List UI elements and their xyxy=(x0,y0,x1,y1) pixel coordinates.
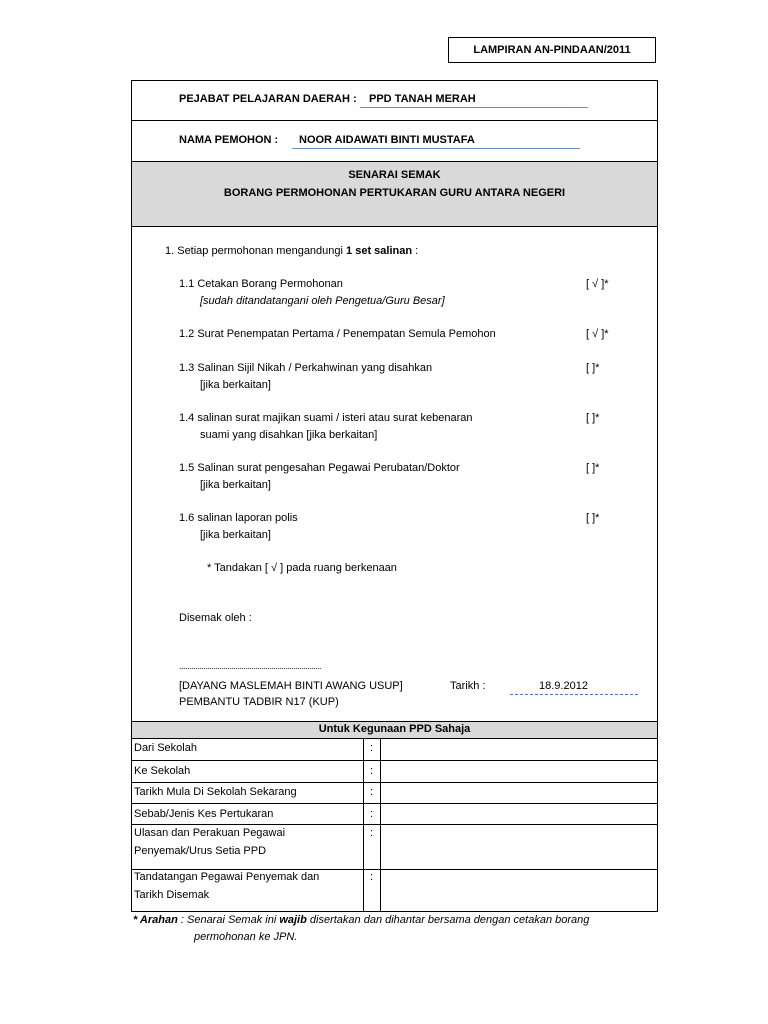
ppd-row-label: Ulasan dan Perakuan Pegawai xyxy=(134,827,286,839)
ppd-row-field[interactable] xyxy=(381,761,657,781)
intro-text xyxy=(165,245,418,257)
checker-position: PEMBANTU TADBIR N17 (KUP) xyxy=(179,696,339,708)
column-divider xyxy=(363,869,364,912)
divider xyxy=(132,120,657,121)
office-label: PEJABAT PELAJARAN DAERAH : xyxy=(179,93,357,105)
footer-text: disertakan dan dihantar bersama dengan cetakan borang xyxy=(306,914,590,926)
footer-star: * Arahan xyxy=(133,914,178,926)
divider xyxy=(132,226,657,227)
date-underline xyxy=(510,694,638,695)
form-frame xyxy=(131,80,658,912)
checklist-title: SENARAI SEMAK xyxy=(348,169,441,181)
footer-text: : Senarai Semak ini xyxy=(177,914,280,926)
footer-bold: wajib xyxy=(279,914,307,926)
checked-by-label: Disemak oleh : xyxy=(179,612,252,624)
reference-label: LAMPIRAN AN-PINDAAN/2011 xyxy=(448,37,656,63)
checkbox-mark[interactable]: [ ]* xyxy=(586,362,600,374)
intro-prefix: 1. Setiap permohonan mengandungi xyxy=(165,245,347,257)
ppd-row-colon: : xyxy=(370,808,374,820)
checkbox-mark[interactable]: [ √ ]* xyxy=(586,278,609,290)
applicant-value: NOOR AIDAWATI BINTI MUSTAFA xyxy=(299,134,475,146)
ppd-row-field[interactable] xyxy=(381,825,657,868)
ppd-row-colon: : xyxy=(370,786,374,798)
signature-dots: ....................................................................... xyxy=(179,661,322,671)
date-value: 18.9.2012 xyxy=(539,680,588,692)
applicant-label: NAMA PEMOHON : xyxy=(179,134,279,146)
item-line2: [jika berkaitan] xyxy=(200,529,271,541)
ppd-row-field[interactable] xyxy=(381,804,657,824)
ppd-row-label: Tarikh Mula Di Sekolah Sekarang xyxy=(134,786,297,798)
ppd-row-label: Dari Sekolah xyxy=(134,742,197,754)
item-line1: 1.5 Salinan surat pengesahan Pegawai Perubatan/Doktor xyxy=(179,462,460,474)
applicant-underline xyxy=(292,148,580,149)
footer-line2: permohonan ke JPN. xyxy=(194,931,298,943)
checkbox-mark[interactable]: [ √ ]* xyxy=(586,328,609,340)
item-line1: 1.6 salinan laporan polis xyxy=(179,512,298,524)
ppd-row-label: Ke Sekolah xyxy=(134,765,191,777)
item-line1: 1.3 Salinan Sijil Nikah / Perkahwinan yang disahkan xyxy=(179,362,433,374)
checkbox-mark[interactable]: [ ]* xyxy=(586,512,600,524)
ppd-row-field[interactable] xyxy=(381,870,657,911)
ppd-row-label: Penyemak/Urus Setia PPD xyxy=(134,845,267,857)
footer-instruction xyxy=(133,914,589,926)
ppd-row-label: Tandatangan Pegawai Penyemak dan xyxy=(134,871,320,883)
item-line2: [jika berkaitan] xyxy=(200,379,271,391)
date-label: Tarikh : xyxy=(450,680,486,692)
ppd-row-colon: : xyxy=(370,742,374,754)
ppd-heading: Untuk Kegunaan PPD Sahaja xyxy=(318,723,471,735)
form-title: BORANG PERMOHONAN PERTUKARAN GURU ANTARA NEGERI xyxy=(223,187,566,199)
checkbox-mark[interactable]: [ ]* xyxy=(586,462,600,474)
ppd-row-colon: : xyxy=(370,871,374,883)
ppd-row-label: Sebab/Jenis Kes Pertukaran xyxy=(134,808,274,820)
ppd-row-colon: : xyxy=(370,827,374,839)
ppd-row-label: Tarikh Disemak xyxy=(134,889,210,901)
item-line2: [jika berkaitan] xyxy=(200,479,271,491)
tick-note: * Tandakan [ √ ] pada ruang berkenaan xyxy=(207,562,397,574)
checkbox-mark[interactable]: [ ]* xyxy=(586,412,600,424)
ppd-row-colon: : xyxy=(370,765,374,777)
item-line1: 1.1 Cetakan Borang Permohonan xyxy=(179,278,343,290)
office-value: PPD TANAH MERAH xyxy=(369,93,476,105)
item-line2: [sudah ditandatangani oleh Pengetua/Guru Besar] xyxy=(200,295,445,307)
item-line1: 1.4 salinan surat majikan suami / isteri atau surat kebenaran xyxy=(179,412,473,424)
checker-name: [DAYANG MASLEMAH BINTI AWANG USUP] xyxy=(179,680,403,692)
item-line1: 1.2 Surat Penempatan Pertama / Penempatan Semula Pemohon xyxy=(179,328,496,340)
ppd-row-field[interactable] xyxy=(381,739,657,759)
ppd-row-field[interactable] xyxy=(381,783,657,803)
intro-suffix: : xyxy=(412,245,419,257)
intro-bold: 1 set salinan xyxy=(346,245,413,257)
item-line2: suami yang disahkan [jika berkaitan] xyxy=(200,429,378,441)
office-underline xyxy=(360,107,588,108)
